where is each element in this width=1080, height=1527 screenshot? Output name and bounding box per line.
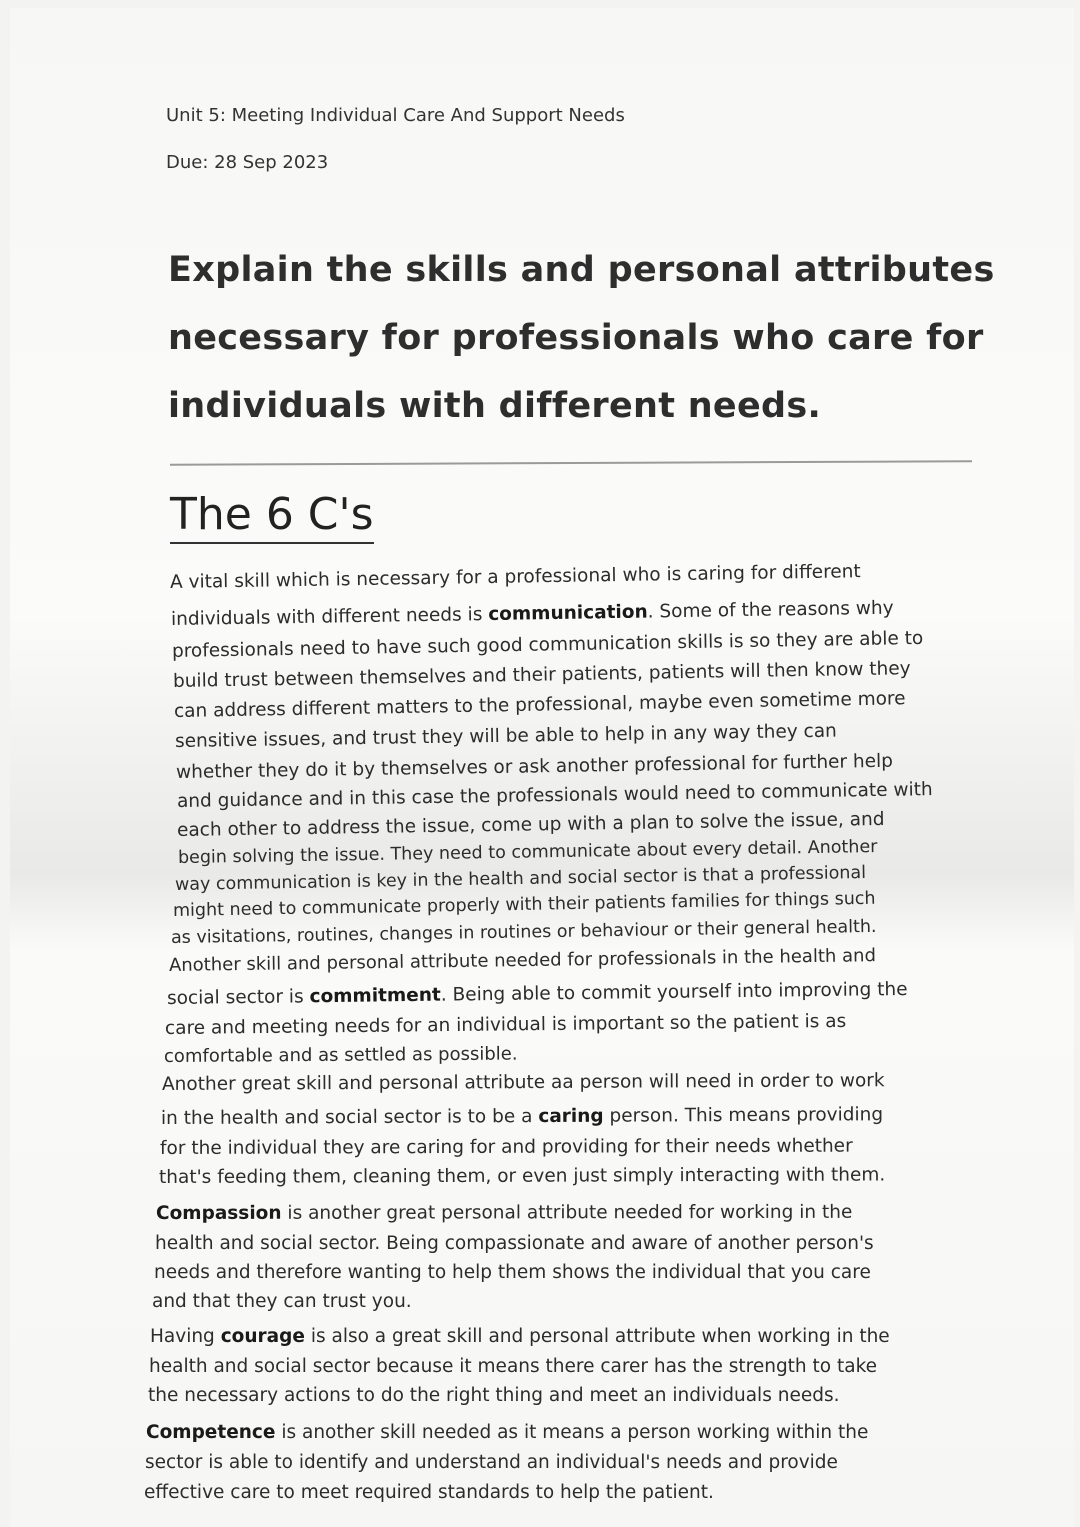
- body-line: [149, 1356, 877, 1377]
- body-text-segment: comfortable and as settled as possible.: [163, 1043, 518, 1067]
- body-line: [146, 1422, 868, 1443]
- body-text-segment: whether they do it by themselves or ask another professional for further help: [175, 750, 894, 783]
- body-line: [159, 1164, 885, 1188]
- body-text-segment: health and social sector. Being compassionate and aware of another person's: [155, 1233, 874, 1254]
- body-text-segment: for the individual they are caring for and providing for their needs whether: [159, 1135, 853, 1159]
- key-term: caring: [538, 1105, 604, 1128]
- body-line: [154, 1262, 871, 1283]
- body-text-segment: person. This means providing: [603, 1104, 884, 1127]
- question-title-line: Explain the skills and personal attributes: [168, 250, 995, 290]
- body-text-segment: is another skill needed as it means a person working within the: [275, 1422, 869, 1443]
- body-text-segment: begin solving the issue. They need to communicate about every detail. Another: [177, 837, 878, 868]
- body-text-segment: in the health and social sector is to be a: [160, 1106, 539, 1129]
- body-text-segment: that's feeding them, cleaning them, or even just simply interacting with them.: [158, 1164, 886, 1188]
- key-term: Compassion: [155, 1202, 282, 1224]
- body-line: [162, 1070, 885, 1095]
- body-text-segment: individuals with different needs is: [170, 604, 489, 630]
- key-term: courage: [220, 1326, 305, 1347]
- body-text-segment: Having: [150, 1326, 221, 1347]
- key-term: Competence: [146, 1422, 276, 1443]
- body-text-segment: and guidance and in this case the professionals would need to communicate with: [176, 779, 933, 812]
- body-text-segment: sector is able to identify and understand an individual's needs and provide: [145, 1452, 838, 1473]
- body-text-segment: Another skill and personal attribute needed for professionals in the health and: [168, 945, 877, 976]
- body-line: [145, 1452, 838, 1473]
- body-text-segment: the necessary actions to do the right thing and meet an individuals needs.: [148, 1385, 840, 1406]
- question-title-line: necessary for professionals who care for: [168, 318, 984, 358]
- body-text-segment: way communication is key in the health and social sector is that a professional: [174, 862, 867, 895]
- body-text-segment: sensitive issues, and trust they will be able to help in any way they can: [174, 720, 837, 752]
- body-text-segment: build trust between themselves and their patients, patients will then know they: [172, 658, 911, 692]
- body-text-segment: each other to address the issue, come up with a plan to solve the issue, and: [176, 808, 885, 841]
- body-text-segment: care and meeting needs for an individual is important so the patient is as: [164, 1010, 847, 1039]
- body-line: [144, 1482, 714, 1503]
- body-text-segment: . Some of the reasons why: [647, 597, 894, 623]
- body-text-segment: needs and therefore wanting to help them shows the individual that you care: [154, 1262, 871, 1283]
- body-line: [160, 1136, 853, 1159]
- body-text-segment: might need to communicate properly with their patients families for things such: [172, 888, 876, 921]
- body-text-segment: health and social sector because it means there carer has the strength to take: [149, 1356, 878, 1377]
- body-text-segment: and that they can trust you.: [152, 1291, 412, 1312]
- body-line: [152, 1291, 412, 1312]
- body-line: [164, 1044, 518, 1067]
- body-line: [155, 1233, 874, 1254]
- body-text-segment: professionals need to have such good communication skills is so they are able to: [171, 627, 924, 662]
- due-date: Due: 28 Sep 2023: [166, 152, 329, 173]
- body-line: [161, 1104, 883, 1129]
- question-title-line: individuals with different needs.: [168, 386, 822, 426]
- body-text-segment: is also a great skill and personal attribute when working in the: [304, 1326, 890, 1347]
- body-line: [156, 1202, 852, 1224]
- key-term: communication: [488, 601, 648, 626]
- body-text-segment: can address different matters to the professional, maybe even sometime more: [173, 688, 906, 722]
- body-text-segment: Another great skill and personal attribute aa person will need in order to work: [161, 1070, 885, 1095]
- body-line: [150, 1326, 890, 1347]
- body-text-segment: A vital skill which is necessary for a professional who is caring for different: [169, 561, 861, 593]
- body-text-segment: is another great personal attribute needed for working in the: [281, 1201, 853, 1224]
- body-text-segment: effective care to meet required standards to help the patient.: [144, 1482, 714, 1503]
- section-heading: The 6 C's: [170, 488, 374, 544]
- body-text-segment: as visitations, routines, changes in routines or behaviour or their general health.: [170, 916, 877, 948]
- body-text-segment: . Being able to commit yourself into improving the: [440, 978, 908, 1006]
- body-line: [148, 1385, 839, 1406]
- key-term: commitment: [309, 984, 441, 1008]
- unit-title: Unit 5: Meeting Individual Care And Support Needs: [166, 105, 625, 126]
- body-text-segment: social sector is: [166, 986, 310, 1009]
